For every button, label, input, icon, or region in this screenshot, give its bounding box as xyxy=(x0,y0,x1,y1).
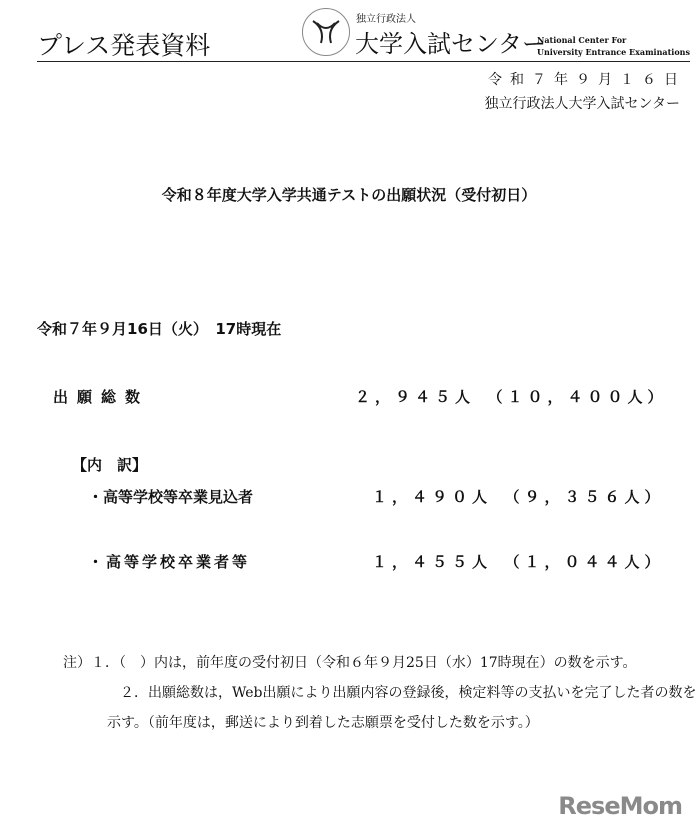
header-rule xyxy=(37,61,690,62)
ncue-logo-icon xyxy=(302,8,350,56)
note-1: 注）１．（ ）内は，前年度の受付初日（令和６年９月25日（水）17時現在）の数を示す。 xyxy=(63,655,637,671)
total-value: ２，９４５人 （１０，４００人） xyxy=(355,388,668,406)
org-en-line1: National Center For xyxy=(537,35,627,45)
resemom-watermark: ReseMom xyxy=(558,792,682,820)
note-2-cont: 示す。（前年度は，郵送により到着した志願票を受付した数を示す。） xyxy=(107,715,539,731)
row-value: １，４５５人 （１，０４４人） xyxy=(372,553,665,571)
press-release-label: プレス発表資料 xyxy=(37,31,211,60)
breakdown-label: 【内 訳】 xyxy=(72,456,148,474)
issuer: 独立行政法人大学入試センター xyxy=(484,96,680,112)
release-date: 令和７年９月１６日 xyxy=(488,72,686,88)
org-en-line2: University Entrance Examinations xyxy=(537,47,690,57)
row-label: ・高等学校等卒業見込者 xyxy=(88,488,254,506)
org-type: 独立行政法人 xyxy=(356,14,416,25)
note-2: ２．出願総数は，Web出願により出願内容の登録後，検定料等の支払いを完了した者の数を xyxy=(120,685,697,701)
row-label: ・高等学校卒業者等 xyxy=(88,553,251,571)
as-of-time: 令和７年９月16日（火） 17時現在 xyxy=(37,320,282,338)
row-value: １，４９０人 （９，３５６人） xyxy=(372,488,665,506)
org-name-en xyxy=(537,34,690,58)
document-title: 令和８年度大学入学共通テストの出願状況（受付初日） xyxy=(161,186,537,204)
total-label: 出願総数 xyxy=(53,388,150,406)
org-name: 大学入試センター xyxy=(355,30,547,58)
